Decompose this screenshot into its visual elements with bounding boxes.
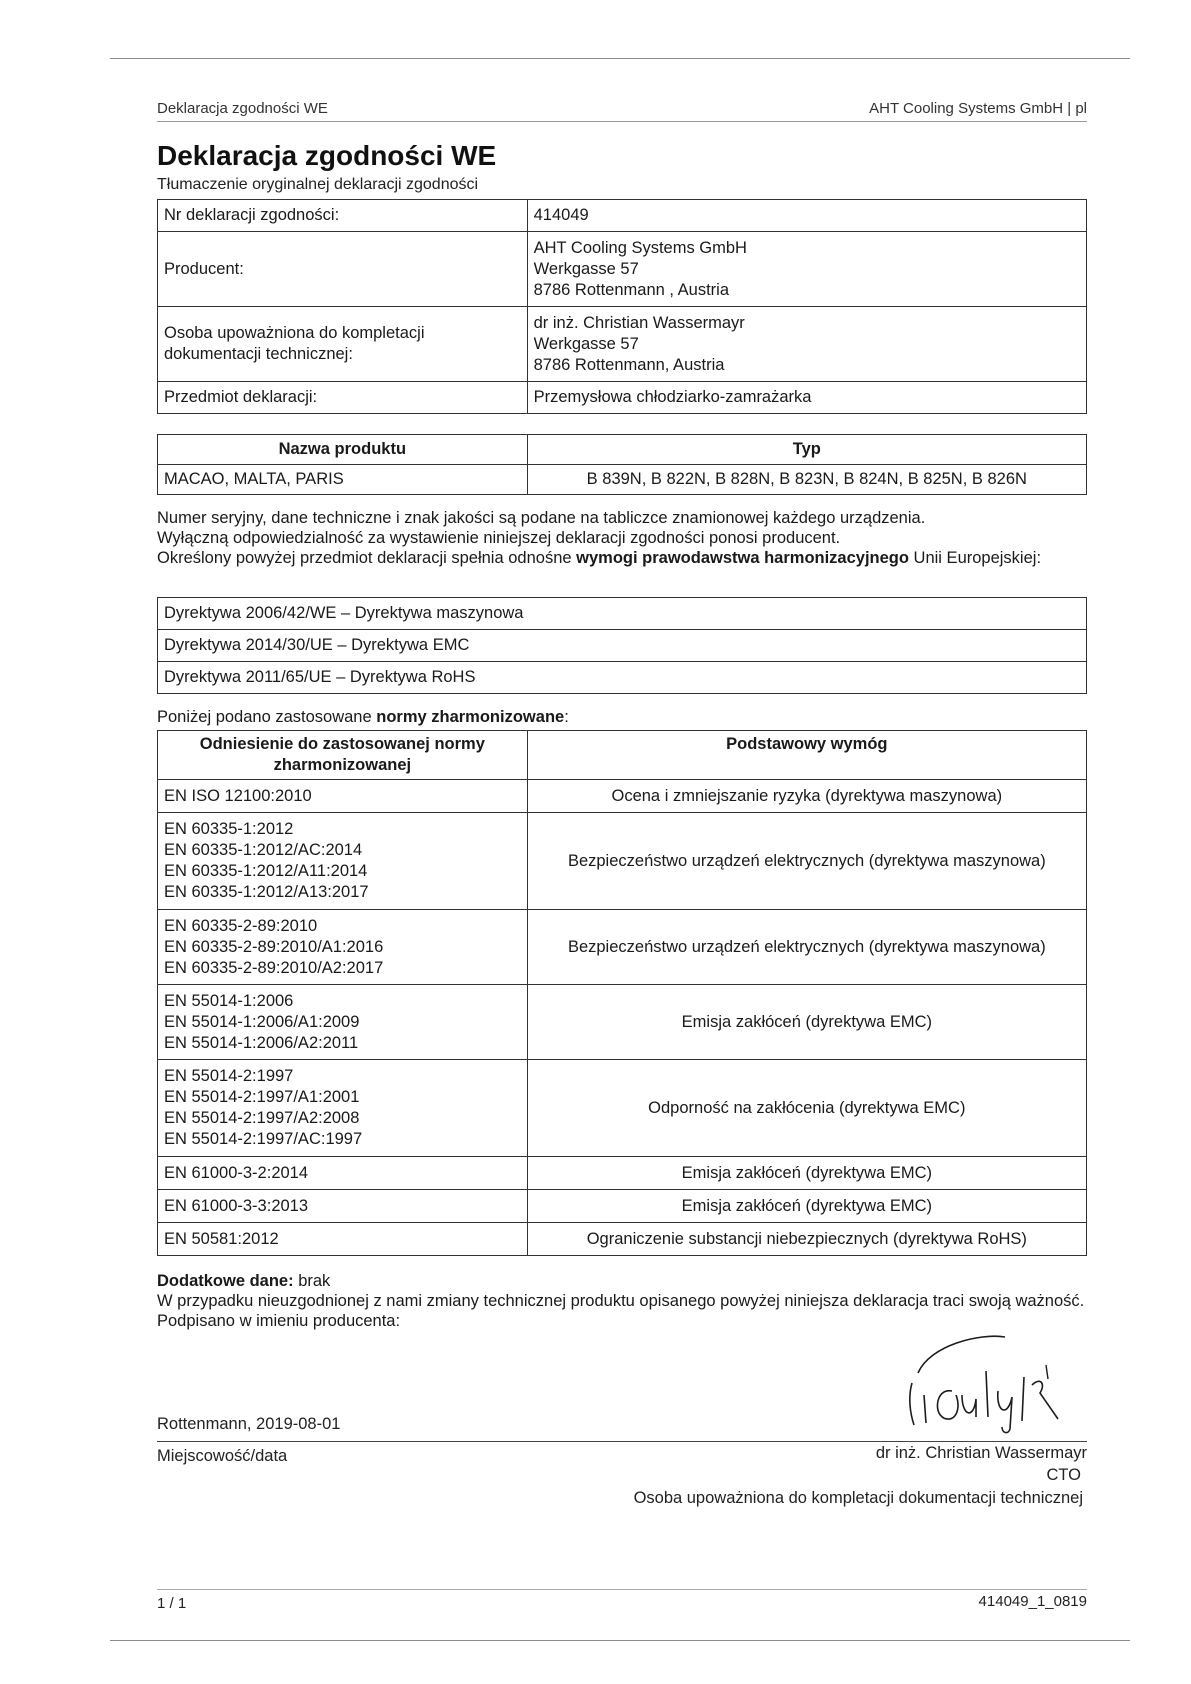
norms-intro: Poniżej podano zastosowane normy zharmonizowane:: [157, 708, 569, 726]
norm-reference: EN 55014-2:1997 EN 55014-2:1997/A1:2001 EN 55014-2:1997/A2:2008 EN 55014-2:1997/AC:1997: [158, 1060, 528, 1157]
top-scan-border: [110, 58, 1130, 59]
footer-divider: [157, 1589, 1087, 1590]
page-number: 1 / 1: [157, 1595, 187, 1612]
norm-reference: EN 55014-1:2006 EN 55014-1:2006/A1:2009 EN 55014-1:2006/A2:2011: [158, 985, 528, 1060]
compliance-line-2: Wyłączną odpowiedzialność za wystawienie niniejszej deklaracji zgodności ponosi producent.: [157, 529, 841, 547]
directive-item: Dyrektywa 2014/30/UE – Dyrektywa EMC: [158, 630, 1087, 662]
signatory-role: CTO: [1046, 1466, 1081, 1484]
directive-row: [158, 630, 1087, 662]
product-type-header: Typ: [527, 435, 1086, 465]
norm-reference: EN 60335-1:2012 EN 60335-1:2012/AC:2014 EN 60335-1:2012/A11:2014 EN 60335-1:2012/A13:2017: [158, 813, 528, 910]
norm-requirement: Ograniczenie substancji niebezpiecznych (dyrektywa RoHS): [527, 1223, 1086, 1256]
product-names: MACAO, MALTA, PARIS: [158, 465, 528, 495]
product-types: B 839N, B 822N, B 828N, B 823N, B 824N, B 825N, B 826N: [527, 465, 1086, 495]
norm-requirement: Bezpieczeństwo urządzeń elektrycznych (dyrektywa maszynowa): [527, 813, 1086, 910]
norm-row: [158, 1157, 1087, 1190]
norm-reference: EN 50581:2012: [158, 1223, 528, 1256]
header-divider: [157, 121, 1087, 122]
norm-reference: EN 61000-3-2:2014: [158, 1157, 528, 1190]
directive-item: Dyrektywa 2011/65/UE – Dyrektywa RoHS: [158, 662, 1087, 694]
product-row: [158, 465, 1087, 495]
declaration-info-table: [157, 199, 1087, 414]
authorized-person-value: dr inż. Christian Wassermayr Werkgasse 57 8786 Rottenmann, Austria: [527, 307, 1086, 382]
norms-table: [157, 730, 1087, 1256]
directives-table: [157, 597, 1087, 694]
info-row: [158, 382, 1087, 414]
info-label: Przedmiot deklaracji:: [158, 382, 528, 414]
norm-row: [158, 985, 1087, 1060]
product-name-header: Nazwa produktu: [158, 435, 528, 465]
norm-row: [158, 1190, 1087, 1223]
additional-data-line: Dodatkowe dane: brak: [157, 1272, 331, 1290]
manufacturer-value: AHT Cooling Systems GmbH Werkgasse 57 8786 Rottenmann , Austria: [527, 232, 1086, 307]
norm-row: [158, 813, 1087, 910]
norm-requirement: Emisja zakłóceń (dyrektywa EMC): [527, 1157, 1086, 1190]
norm-requirement: Bezpieczeństwo urządzeń elektrycznych (dyrektywa maszynowa): [527, 910, 1086, 985]
norm-requirement: Emisja zakłóceń (dyrektywa EMC): [527, 1190, 1086, 1223]
info-row: [158, 307, 1087, 382]
place-date-label: Miejscowość/data: [157, 1447, 288, 1465]
signatory-name: dr inż. Christian Wassermayr: [875, 1444, 1087, 1462]
header-right: AHT Cooling Systems GmbH | pl: [869, 100, 1087, 117]
handwritten-signature: [890, 1325, 1090, 1437]
directive-row: [158, 662, 1087, 694]
compliance-line-1: Numer seryjny, dane techniczne i znak jakości są podane na tabliczce znamionowej każdego urządzenia.: [157, 509, 926, 527]
bottom-scan-border: [110, 1640, 1130, 1641]
compliance-text: [157, 508, 1087, 568]
norms-header-row: [158, 731, 1087, 780]
page-title: Deklaracja zgodności WE: [157, 140, 497, 171]
norm-row: [158, 910, 1087, 985]
norm-row: [158, 1223, 1087, 1256]
page-subtitle: Tłumaczenie oryginalnej deklaracji zgodności: [157, 176, 479, 193]
directive-row: [158, 598, 1087, 630]
product-table: [157, 434, 1087, 495]
norm-reference: EN 60335-2-89:2010 EN 60335-2-89:2010/A1:2016 EN 60335-2-89:2010/A2:2017: [158, 910, 528, 985]
place-date: Rottenmann, 2019-08-01: [157, 1415, 341, 1433]
norm-requirement-header: Podstawowy wymóg: [527, 731, 1086, 780]
info-label: Producent:: [158, 232, 528, 307]
info-label: Nr deklaracji zgodności:: [158, 200, 528, 232]
signature-divider: [157, 1441, 1087, 1442]
validity-note: W przypadku nieuzgodnionej z nami zmiany technicznej produktu opisanego powyżej niniejsza deklaracja traci swoją ważność.: [157, 1292, 1085, 1310]
norm-row: [158, 780, 1087, 813]
compliance-line-3: Określony powyżej przedmiot deklaracji spełnia odnośne wymogi prawodawstwa harmonizacyjnego Unii Europejskiej:: [157, 549, 1042, 567]
info-row: [158, 200, 1087, 232]
signed-on-behalf: Podpisano w imieniu producenta:: [157, 1312, 401, 1330]
signatory-function: Osoba upoważniona do kompletacji dokumentacji technicznej: [633, 1489, 1083, 1507]
norm-requirement: Ocena i zmniejszanie ryzyka (dyrektywa maszynowa): [527, 780, 1086, 813]
info-row: [158, 232, 1087, 307]
directive-item: Dyrektywa 2006/42/WE – Dyrektywa maszynowa: [158, 598, 1087, 630]
declaration-subject-value: Przemysłowa chłodziarko-zamrażarka: [527, 382, 1086, 414]
product-header-row: [158, 435, 1087, 465]
norm-reference: EN 61000-3-3:2013: [158, 1190, 528, 1223]
norm-reference-header: Odniesienie do zastosowanej normy zharmonizowanej: [158, 731, 528, 780]
norm-reference: EN ISO 12100:2010: [158, 780, 528, 813]
norm-requirement: Odporność na zakłócenia (dyrektywa EMC): [527, 1060, 1086, 1157]
document-id: 414049_1_0819: [978, 1593, 1087, 1610]
additional-info: [157, 1271, 1087, 1331]
info-label: Osoba upoważniona do kompletacji dokumentacji technicznej:: [158, 307, 528, 382]
declaration-number: 414049: [527, 200, 1086, 232]
header-left: Deklaracja zgodności WE: [157, 100, 328, 117]
norm-row: [158, 1060, 1087, 1157]
norm-requirement: Emisja zakłóceń (dyrektywa EMC): [527, 985, 1086, 1060]
